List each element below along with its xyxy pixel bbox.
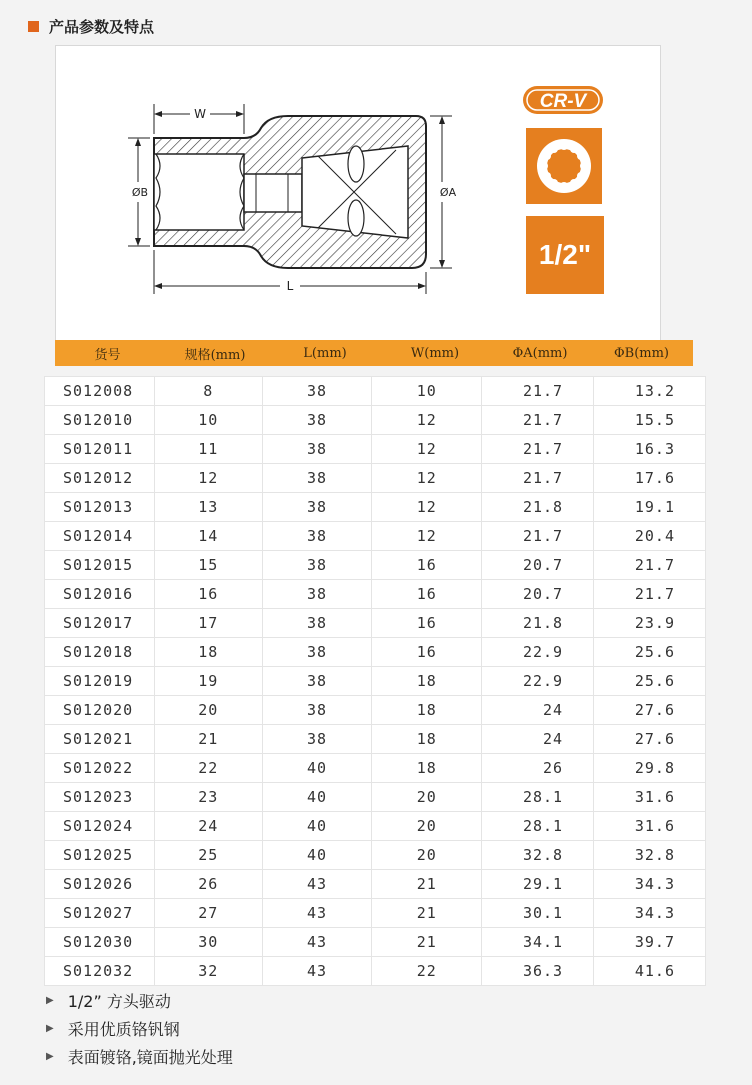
table-cell: 17 <box>154 609 262 638</box>
table-cell: 38 <box>262 406 372 435</box>
table-row <box>45 841 706 870</box>
table-cell: 16 <box>372 638 482 667</box>
table-cell: 38 <box>262 667 372 696</box>
table-cell: 22.9 <box>482 638 594 667</box>
table-cell: 20 <box>372 783 482 812</box>
table-cell: S012014 <box>45 522 155 551</box>
drive-size-badge <box>526 216 604 294</box>
table-cell: 26 <box>154 870 262 899</box>
table-cell: 21.8 <box>482 609 594 638</box>
table-cell: 21.7 <box>594 551 706 580</box>
table-cell: 38 <box>262 551 372 580</box>
table-cell: 22 <box>154 754 262 783</box>
table-cell: S012017 <box>45 609 155 638</box>
table-cell: 32.8 <box>482 841 594 870</box>
table-cell: 14 <box>154 522 262 551</box>
table-cell: 24 <box>482 696 594 725</box>
table-cell: 34.3 <box>594 870 706 899</box>
table-cell: 43 <box>262 957 372 986</box>
table-row <box>45 667 706 696</box>
table-cell: 13 <box>154 493 262 522</box>
dimension-w <box>154 104 244 134</box>
table-cell: 8 <box>154 377 262 406</box>
table-cell: 20.7 <box>482 551 594 580</box>
table-cell: 21.7 <box>482 377 594 406</box>
table-row <box>45 899 706 928</box>
table-cell: 40 <box>262 812 372 841</box>
table-cell: 20 <box>372 812 482 841</box>
table-cell: 24 <box>154 812 262 841</box>
table-cell: 10 <box>372 377 482 406</box>
table-cell: 38 <box>262 725 372 754</box>
list-item <box>44 986 706 1014</box>
table-cell: 38 <box>262 493 372 522</box>
table-cell: 38 <box>262 377 372 406</box>
dimension-b <box>128 138 150 246</box>
table-cell: 12 <box>372 406 482 435</box>
table-cell: 27.6 <box>594 696 706 725</box>
table-cell: 12 <box>154 464 262 493</box>
table-row <box>45 406 706 435</box>
bullet-icon: ▶ <box>46 1022 54 1034</box>
list-item <box>44 1042 706 1070</box>
table-cell: 41.6 <box>594 957 706 986</box>
table-cell: 12 <box>372 522 482 551</box>
table-cell: S012015 <box>45 551 155 580</box>
table-cell: 15 <box>154 551 262 580</box>
table-cell: S012019 <box>45 667 155 696</box>
table-cell: 27.6 <box>594 725 706 754</box>
table-cell: 20.7 <box>482 580 594 609</box>
bullet-icon: ▶ <box>46 994 54 1006</box>
table-cell: 21 <box>372 928 482 957</box>
table-cell: 18 <box>372 754 482 783</box>
table-cell: 16 <box>372 551 482 580</box>
table-cell: 18 <box>154 638 262 667</box>
table-cell: 31.6 <box>594 812 706 841</box>
table-cell: 10 <box>154 406 262 435</box>
table-cell: 43 <box>262 899 372 928</box>
table-cell: 21 <box>154 725 262 754</box>
table-row <box>45 377 706 406</box>
feature-text: 1/2” 方头驱动 <box>67 991 171 1011</box>
table-cell: 40 <box>262 841 372 870</box>
table-cell: 38 <box>262 609 372 638</box>
list-item <box>44 1014 706 1042</box>
table-cell: 22.9 <box>482 667 594 696</box>
table-cell: 12 <box>372 435 482 464</box>
table-cell: 21.7 <box>594 580 706 609</box>
table-cell: 26 <box>482 754 594 783</box>
feature-text: 采用优质铬钒钢 <box>67 1019 180 1039</box>
table-cell: 32 <box>154 957 262 986</box>
column-header-b: ΦB(mm) <box>613 345 669 361</box>
crv-badge <box>520 83 606 117</box>
table-cell: 16.3 <box>594 435 706 464</box>
table-cell: 34.1 <box>482 928 594 957</box>
table-cell: 17.6 <box>594 464 706 493</box>
table-cell: 16 <box>372 609 482 638</box>
table-row <box>45 522 706 551</box>
table-cell: 36.3 <box>482 957 594 986</box>
table-cell: 28.1 <box>482 812 594 841</box>
feature-list <box>44 986 706 1070</box>
header-square-icon <box>28 21 39 32</box>
table-cell: 12 <box>372 464 482 493</box>
table-cell: 21.7 <box>482 464 594 493</box>
column-header-a: ΦA(mm) <box>512 345 568 361</box>
table-cell: 25 <box>154 841 262 870</box>
crv-label: CR-V <box>539 91 587 112</box>
table-cell: S012022 <box>45 754 155 783</box>
table-row <box>45 580 706 609</box>
table-cell: 15.5 <box>594 406 706 435</box>
table-row <box>45 609 706 638</box>
table-row <box>45 725 706 754</box>
w-label: W <box>194 107 206 121</box>
table-row <box>45 783 706 812</box>
l-label: L <box>286 279 294 293</box>
column-header-sku: 货号 <box>94 347 121 363</box>
table-cell: 32.8 <box>594 841 706 870</box>
table-cell: 40 <box>262 783 372 812</box>
table-cell: 31.6 <box>594 783 706 812</box>
table-cell: 19.1 <box>594 493 706 522</box>
table-row <box>45 464 706 493</box>
table-cell: S012018 <box>45 638 155 667</box>
table-cell: 28.1 <box>482 783 594 812</box>
table-cell: S012010 <box>45 406 155 435</box>
table-row <box>45 870 706 899</box>
column-header-l: L(mm) <box>303 345 347 361</box>
table-cell: 29.1 <box>482 870 594 899</box>
table-cell: S012021 <box>45 725 155 754</box>
table-cell: 18 <box>372 696 482 725</box>
table-cell: 34.3 <box>594 899 706 928</box>
table-cell: S012032 <box>45 957 155 986</box>
table-row <box>45 696 706 725</box>
b-label: ØB <box>131 186 149 199</box>
table-cell: 21.8 <box>482 493 594 522</box>
table-row <box>45 638 706 667</box>
table-cell: 30 <box>154 928 262 957</box>
column-header-w: W(mm) <box>410 345 460 361</box>
table-cell: S012027 <box>45 899 155 928</box>
table-header <box>55 340 693 366</box>
table-cell: 22 <box>372 957 482 986</box>
table-cell: S012008 <box>45 377 155 406</box>
table-cell: 19 <box>154 667 262 696</box>
table-cell: 38 <box>262 522 372 551</box>
table-row <box>45 754 706 783</box>
table-cell: S012026 <box>45 870 155 899</box>
table-cell: 38 <box>262 464 372 493</box>
table-cell: S012024 <box>45 812 155 841</box>
socket-body <box>154 116 426 268</box>
table-cell: 23.9 <box>594 609 706 638</box>
table-row <box>45 957 706 986</box>
table-cell: 43 <box>262 870 372 899</box>
table-cell: 20.4 <box>594 522 706 551</box>
table-cell: 38 <box>262 580 372 609</box>
table-cell: 20 <box>154 696 262 725</box>
table-row <box>45 928 706 957</box>
table-row <box>45 435 706 464</box>
table-cell: 38 <box>262 696 372 725</box>
table-cell: S012025 <box>45 841 155 870</box>
table-cell: 21 <box>372 899 482 928</box>
column-header-size: 规格(mm) <box>184 347 246 363</box>
table-cell: S012020 <box>45 696 155 725</box>
table-cell: S012023 <box>45 783 155 812</box>
table-cell: S012016 <box>45 580 155 609</box>
table-row <box>45 493 706 522</box>
table-cell: S012013 <box>45 493 155 522</box>
spec-table <box>44 376 706 986</box>
table-cell: 43 <box>262 928 372 957</box>
table-cell: 40 <box>262 754 372 783</box>
a-label: ØA <box>439 186 457 199</box>
table-cell: 16 <box>372 580 482 609</box>
table-cell: 25.6 <box>594 667 706 696</box>
table-cell: 20 <box>372 841 482 870</box>
table-cell: 39.7 <box>594 928 706 957</box>
feature-text: 表面镀铬,镜面抛光处理 <box>67 1047 233 1067</box>
bullet-icon: ▶ <box>46 1050 54 1062</box>
table-cell: 16 <box>154 580 262 609</box>
table-cell: 21.7 <box>482 435 594 464</box>
table-cell: 13.2 <box>594 377 706 406</box>
dimension-a <box>430 116 457 268</box>
table-cell: 27 <box>154 899 262 928</box>
table-row <box>45 551 706 580</box>
twelve-point-icon <box>526 128 602 204</box>
table-cell: 18 <box>372 667 482 696</box>
table-cell: 38 <box>262 435 372 464</box>
table-cell: S012030 <box>45 928 155 957</box>
table-cell: 18 <box>372 725 482 754</box>
table-cell: 21.7 <box>482 522 594 551</box>
table-cell: 30.1 <box>482 899 594 928</box>
table-cell: 23 <box>154 783 262 812</box>
table-cell: 24 <box>482 725 594 754</box>
page-title: 产品参数及特点 <box>49 17 155 36</box>
table-cell: 29.8 <box>594 754 706 783</box>
table-cell: 25.6 <box>594 638 706 667</box>
drive-size-label: 1/2" <box>538 239 592 270</box>
table-cell: S012012 <box>45 464 155 493</box>
table-cell: 12 <box>372 493 482 522</box>
table-cell: 38 <box>262 638 372 667</box>
table-cell: 21.7 <box>482 406 594 435</box>
table-cell: S012011 <box>45 435 155 464</box>
section-header <box>8 8 744 44</box>
table-cell: 11 <box>154 435 262 464</box>
table-row <box>45 812 706 841</box>
table-cell: 21 <box>372 870 482 899</box>
